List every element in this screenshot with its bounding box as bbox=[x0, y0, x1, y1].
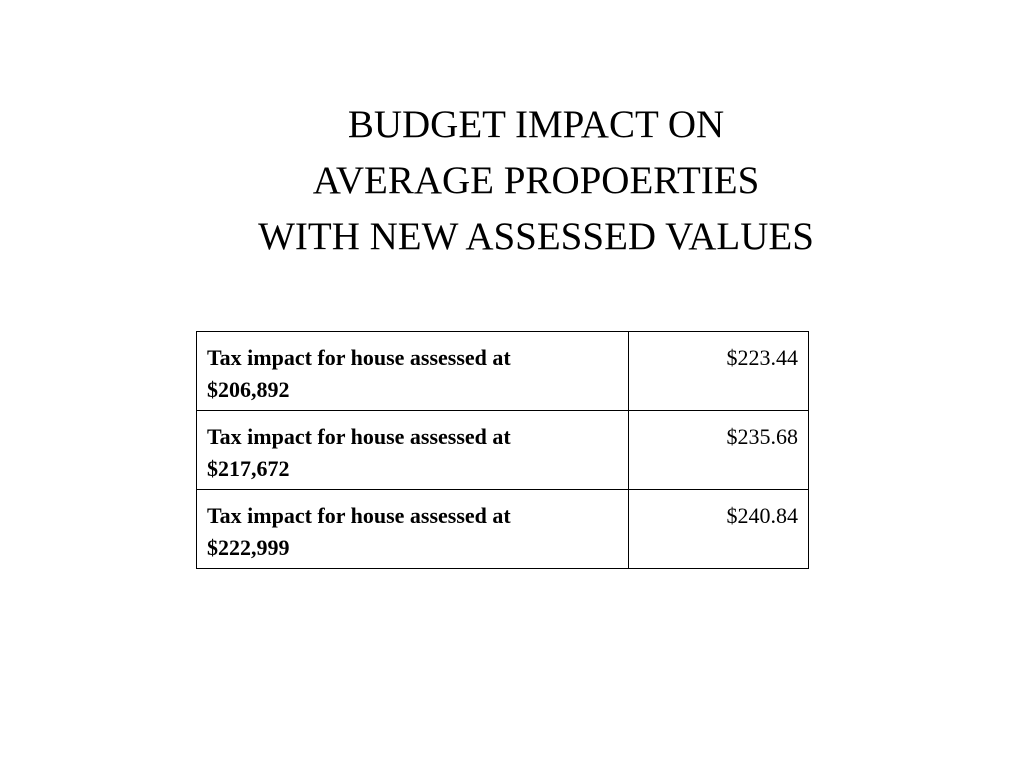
row-tax-amount: $240.84 bbox=[629, 490, 809, 569]
table-row bbox=[197, 332, 809, 411]
row-label-cell bbox=[197, 490, 629, 569]
table-row bbox=[197, 490, 809, 569]
row-label-text: Tax impact for house assessed at bbox=[207, 503, 511, 528]
row-label-cell bbox=[197, 411, 629, 490]
row-label-text: Tax impact for house assessed at bbox=[207, 345, 511, 370]
row-assessed-value: $206,892 bbox=[207, 377, 290, 402]
tax-impact-table bbox=[196, 331, 809, 569]
title-line-2: AVERAGE PROPOERTIES bbox=[312, 159, 760, 202]
row-assessed-value: $217,672 bbox=[207, 456, 290, 481]
row-tax-amount: $223.44 bbox=[629, 332, 809, 411]
title-line-1: BUDGET IMPACT ON bbox=[347, 103, 725, 146]
table-row bbox=[197, 411, 809, 490]
title-line-3: WITH NEW ASSESSED VALUES bbox=[258, 215, 814, 258]
row-label-text: Tax impact for house assessed at bbox=[207, 424, 511, 449]
row-label-cell bbox=[197, 332, 629, 411]
row-tax-amount: $235.68 bbox=[629, 411, 809, 490]
row-assessed-value: $222,999 bbox=[207, 535, 290, 560]
slide-title bbox=[0, 97, 1024, 265]
